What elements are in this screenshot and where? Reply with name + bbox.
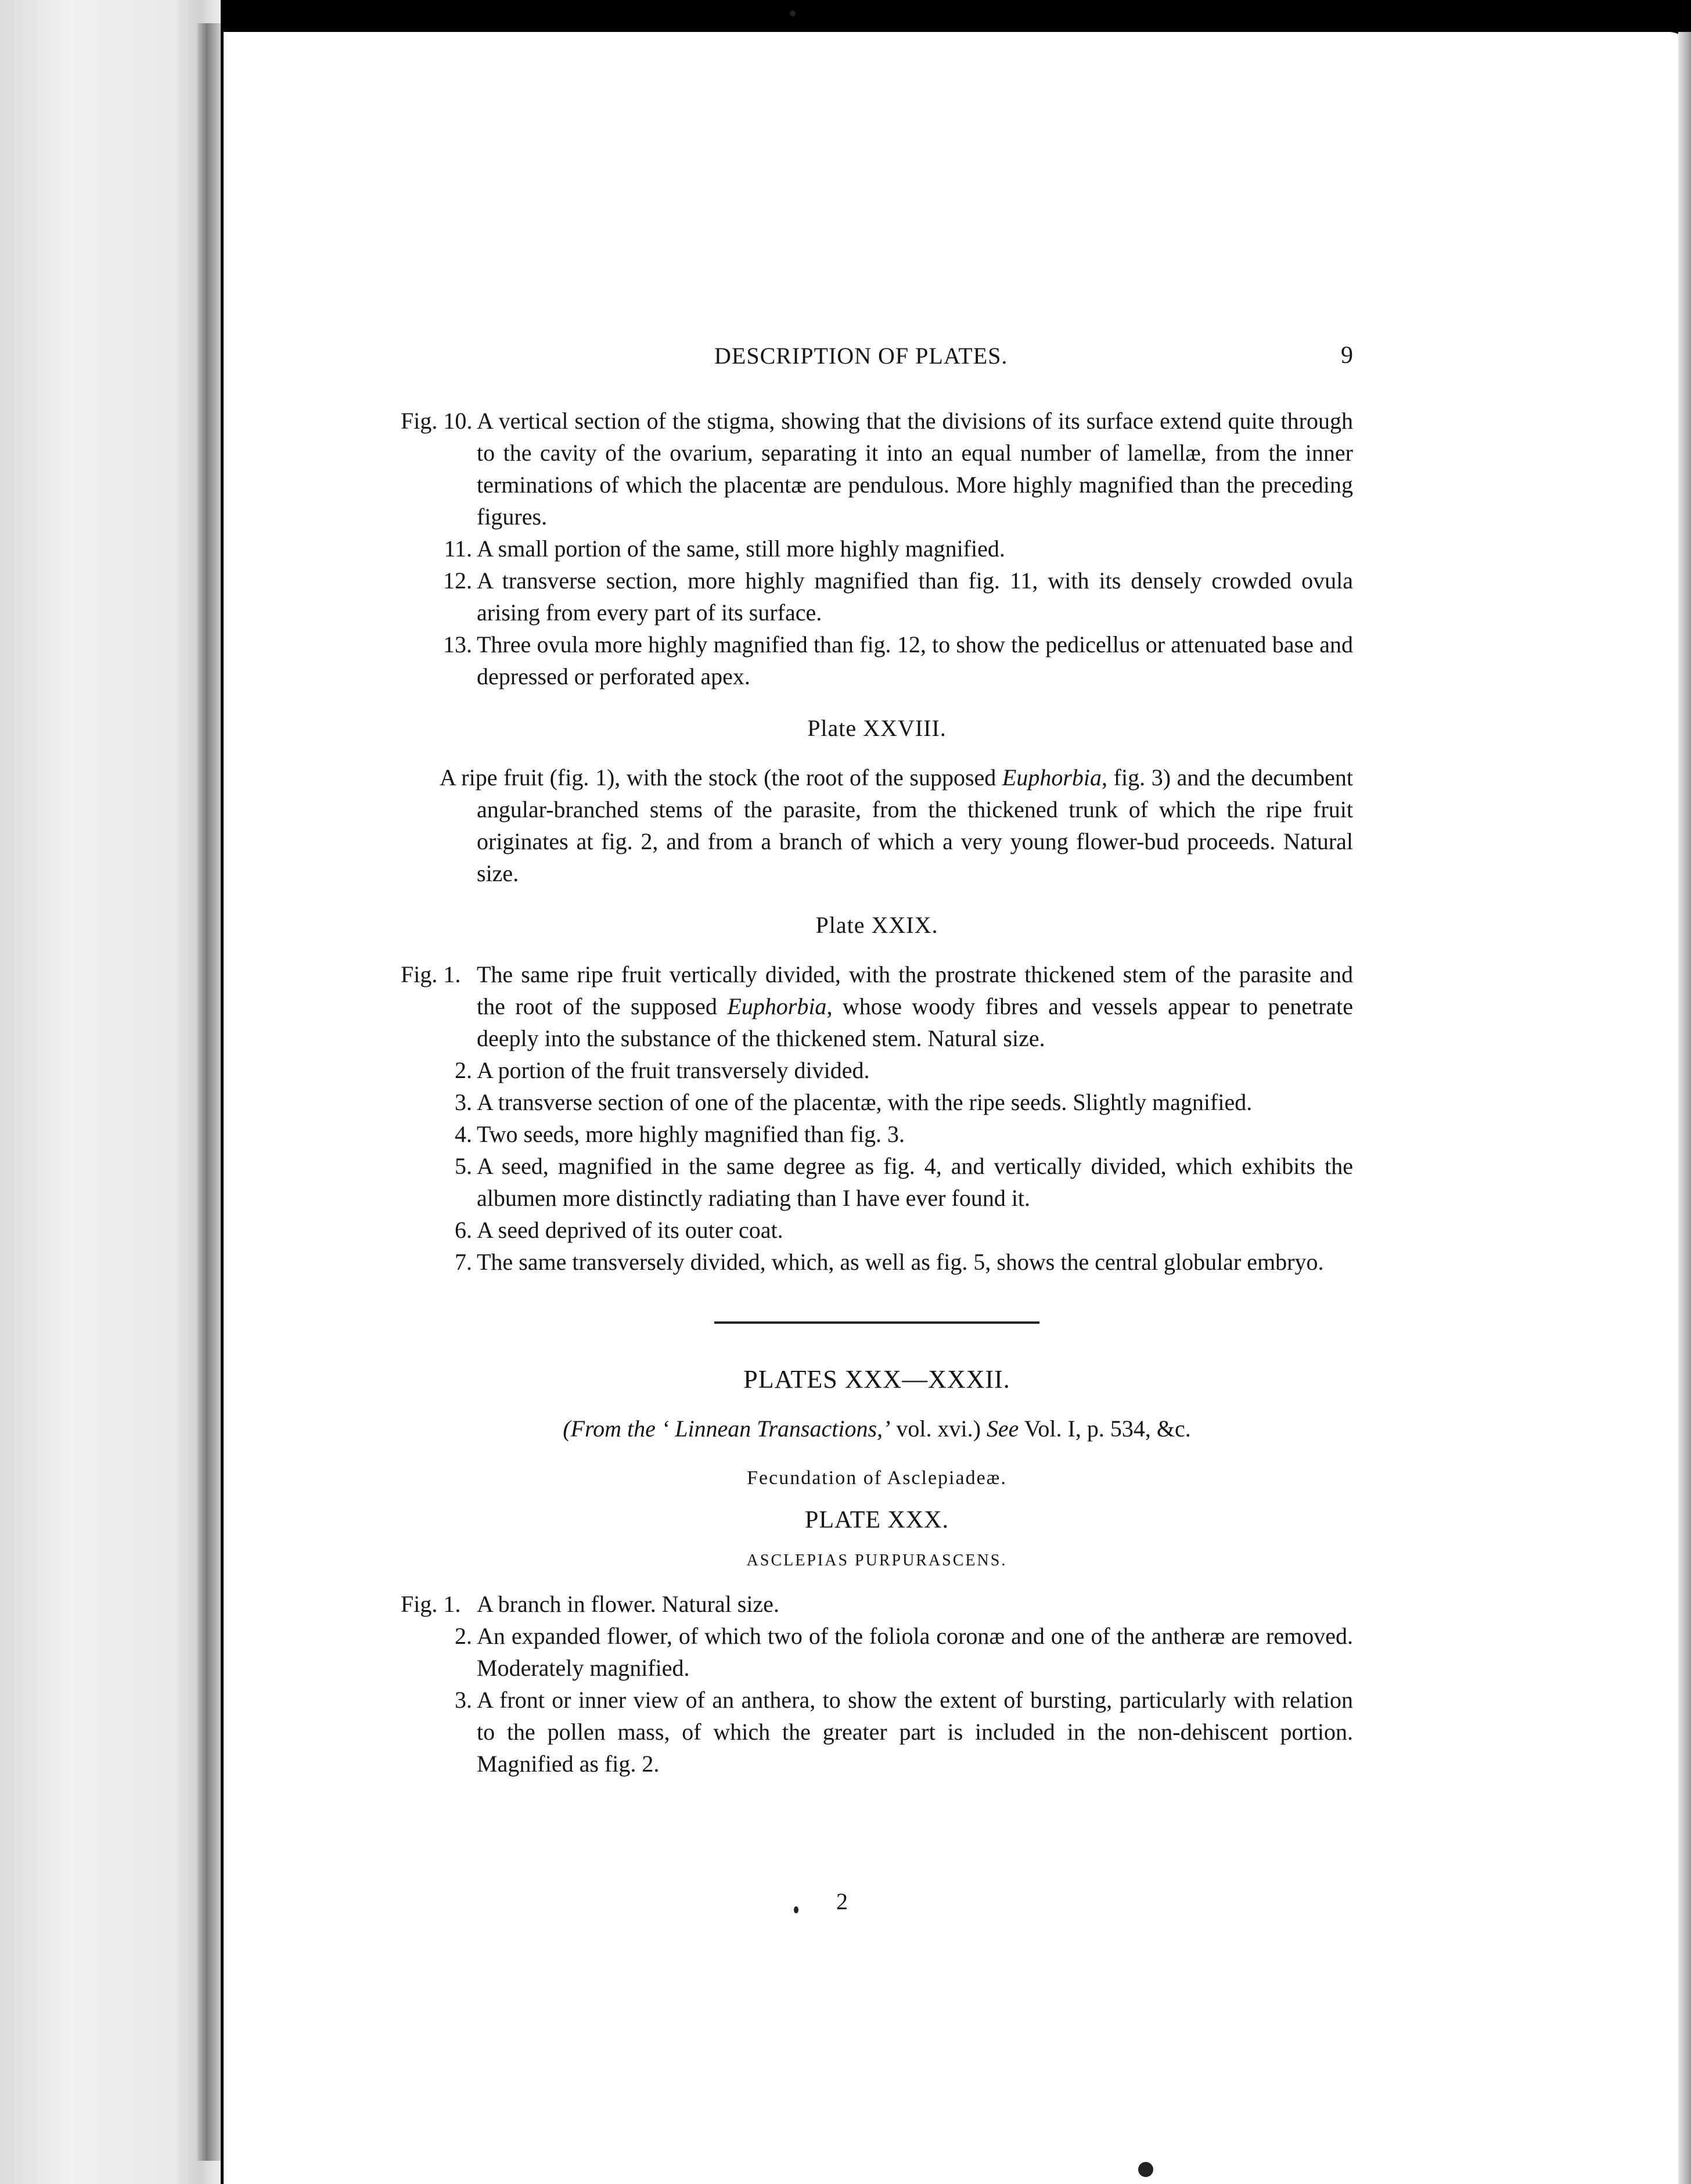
dust-speck — [790, 10, 796, 16]
figure-number: 3. — [455, 1687, 472, 1713]
figure-number: 11. — [444, 536, 472, 562]
figure-text: The same ripe fruit vertically divided, with the prostrate thickened stem of the parasite and the root of the supposed — [477, 961, 1353, 1019]
figure-text: A portion of the fruit transversely divided. — [477, 1057, 870, 1083]
figure-entry — [401, 1150, 1353, 1214]
citation-italic: See — [986, 1416, 1019, 1442]
figure-number: 7. — [455, 1249, 472, 1275]
source-citation — [401, 1413, 1353, 1445]
figure-entry — [401, 1620, 1353, 1684]
figure-entry — [401, 1246, 1353, 1278]
figure-number: 5. — [455, 1153, 472, 1179]
figure-number: 4. — [455, 1121, 472, 1147]
figure-entry — [401, 1684, 1353, 1780]
figure-text: Three ovula more highly magnified than fig. 12, to show the pedicellus or attenuated base and depressed or perforated apex. — [477, 631, 1353, 689]
dust-speck — [1138, 2162, 1153, 2177]
figure-entry — [401, 533, 1353, 565]
plate-text: , fig. 3) and the decumbent angular-branched stems of the parasite, from the thickened trunk of which the ripe fruit originates at fig. 2, and from a branch of which a very young flower-bud proceeds. Natural size. — [477, 764, 1353, 886]
figure-number: Fig. 1. — [401, 961, 461, 987]
figure-entry — [401, 1118, 1353, 1150]
spine-gutter — [197, 23, 221, 2161]
figure-number: 3. — [455, 1089, 472, 1115]
section-title: PLATES XXX—XXXII. — [743, 1365, 1010, 1393]
figure-entry — [401, 565, 1353, 628]
figure-entry — [401, 958, 1353, 1054]
dust-speck — [794, 1906, 798, 1913]
figure-number: 13. — [443, 631, 472, 658]
figure-text: A transverse section, more highly magnified than fig. 11, with its densely crowded ovula arising from every part of its surface. — [477, 567, 1353, 626]
figure-text: A front or inner view of an anthera, to show the extent of bursting, particularly with relation to the pollen mass, of which the greater part is included in the non-dehiscent portion. Magnified as fig. 2. — [477, 1687, 1353, 1777]
signature-mark: 2 — [836, 1888, 848, 1914]
figure-entry — [401, 628, 1353, 692]
page-body — [401, 405, 1353, 1780]
figure-text: A seed deprived of its outer coat. — [477, 1217, 783, 1243]
plate29-figures — [401, 958, 1353, 1278]
figure-number: Fig. 1. — [401, 1591, 461, 1617]
figure-number: 2. — [455, 1623, 472, 1649]
figure-text: An expanded flower, of which two of the foliola coronæ and one of the antheræ are removed. Moderately magnified. — [477, 1623, 1353, 1681]
plate30-figures — [401, 1588, 1353, 1780]
plate-title: PLATE XXX. — [805, 1507, 949, 1533]
figure-entry — [401, 1054, 1353, 1086]
plate-heading: Plate XXIX. — [815, 912, 938, 938]
figure-entry — [401, 405, 1353, 533]
figure-number: 6. — [455, 1217, 472, 1243]
figure-text: A branch in flower. Natural size. — [477, 1591, 779, 1617]
figure-text: A seed, magnified in the same degree as fig. 4, and vertically divided, which exhibits the albumen more distinctly radiating than I have ever found it. — [477, 1153, 1353, 1211]
figure-number: Fig. 10. — [401, 408, 473, 434]
figure-text: A small portion of the same, still more highly magnified. — [477, 536, 1005, 562]
species-name: ASCLEPIAS PURPURASCENS. — [746, 1551, 1008, 1569]
figure-number: 2. — [455, 1057, 472, 1083]
figure-text: A transverse section of one of the placentæ, with the ripe seeds. Slightly magnified. — [477, 1089, 1253, 1115]
plate-text: A ripe fruit (fig. 1), with the stock (the root of the supposed — [440, 764, 1002, 791]
figure-text: Two seeds, more highly magnified than fig. 3. — [477, 1121, 905, 1147]
page-number: 9 — [1341, 342, 1353, 369]
plate-heading: Plate XXVIII. — [807, 715, 947, 741]
running-title: DESCRIPTION OF PLATES. — [714, 343, 1008, 369]
figure-number: 12. — [443, 567, 472, 594]
figure-text: The same transversely divided, which, as well as fig. 5, shows the central globular embryo. — [477, 1249, 1324, 1275]
genus-name: Euphorbia — [727, 993, 827, 1019]
page-edge — [1678, 32, 1691, 2184]
genus-name: Euphorbia — [1002, 764, 1102, 791]
figure-entry — [401, 1086, 1353, 1118]
figure-text: , whose woody fibres and vessels appear to penetrate deeply into the substance of the thickened stem. Natural size. — [477, 993, 1354, 1051]
figure-entry — [401, 1214, 1353, 1246]
figure-entry — [401, 1588, 1353, 1620]
plate28-description — [401, 761, 1353, 889]
section-subject: Fecundation of Asclepiadeæ. — [747, 1467, 1007, 1489]
figure-text: A vertical section of the stigma, showing that the divisions of its surface extend quite through to the cavity of the ovarium, separating it into an equal number of lamellæ, from the inner terminations of which the placentæ are pendulous. More highly magnified than the preceding figures. — [477, 408, 1353, 530]
citation-italic: (From the ‘ Linnean Transactions,’ — [563, 1416, 891, 1442]
plate27-continuation — [401, 405, 1353, 692]
citation-text: vol. xvi.) — [890, 1416, 987, 1442]
running-header — [401, 340, 1353, 375]
book-spine — [0, 0, 221, 2184]
citation-text: Vol. I, p. 534, &c. — [1019, 1416, 1191, 1442]
section-divider — [714, 1321, 1039, 1324]
